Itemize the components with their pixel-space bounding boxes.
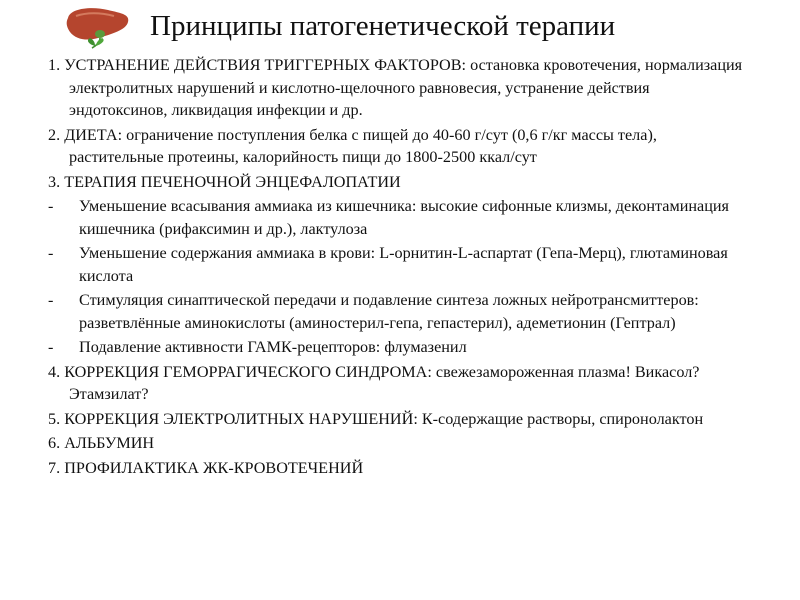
bullet-dash: - — [48, 244, 54, 262]
slide-content — [48, 54, 748, 479]
list-item: 5. КОРРЕКЦИЯ ЭЛЕКТРОЛИТНЫХ НАРУШЕНИЙ: К-содержащие растворы, спиронолактон — [48, 409, 704, 428]
bullet-dash: - — [48, 197, 54, 215]
sub-list-item — [48, 336, 748, 359]
list-item: 2. ДИЕТА: ограничение поступления белка с пищей до 40-60 г/сут (0,6 г/кг массы тела), растительные протеины, калорийность пищи до 1800-2500 ккал/сут — [48, 125, 657, 166]
bullet-dash: - — [48, 338, 54, 356]
slide-title: Принципы патогенетической терапии — [150, 10, 616, 42]
bullet-dash: - — [48, 291, 54, 309]
liver-icon — [62, 4, 134, 50]
list-item: 7. ПРОФИЛАКТИКА ЖК-КРОВОТЕЧЕНИЙ — [48, 458, 364, 477]
sub-list-item — [48, 195, 748, 240]
list-item: 4. КОРРЕКЦИЯ ГЕМОРРАГИЧЕСКОГО СИНДРОМА: свежезамороженная плазма! Викасол? Этамзилат? — [48, 362, 700, 403]
sub-list-item-text: Уменьшение всасывания аммиака из кишечника: высокие сифонные клизмы, деконтаминация кишечника (рифаксимин и др.), лактулоза — [79, 197, 729, 238]
list-item: 1. УСТРАНЕНИЕ ДЕЙСТВИЯ ТРИГГЕРНЫХ ФАКТОРОВ: остановка кровотечения, нормализация электролитных нарушений и кислотно-щелочного равновесия, устранение действия эндотоксинов, ликвидация инфекции и др. — [48, 56, 743, 119]
sub-list-item-text: Подавление активности ГАМК-рецепторов: флумазенил — [79, 338, 467, 356]
list-item: 3. ТЕРАПИЯ ПЕЧЕНОЧНОЙ ЭНЦЕФАЛОПАТИИ — [48, 172, 401, 191]
sub-list-item — [48, 289, 748, 334]
sub-list-item-text: Стимуляция синаптической передачи и подавление синтеза ложных нейротрансмиттеров: разветвлённые аминокислоты (аминостерил-гепа, гепастерил), адеметионин (Гептрал) — [79, 291, 699, 332]
sub-list-item — [48, 242, 748, 287]
list-item: 6. АЛЬБУМИН — [48, 434, 155, 452]
sub-list-item-text: Уменьшение содержания аммиака в крови: L-орнитин-L-аспартат (Гепа-Мерц), глютаминовая кислота — [79, 244, 728, 285]
